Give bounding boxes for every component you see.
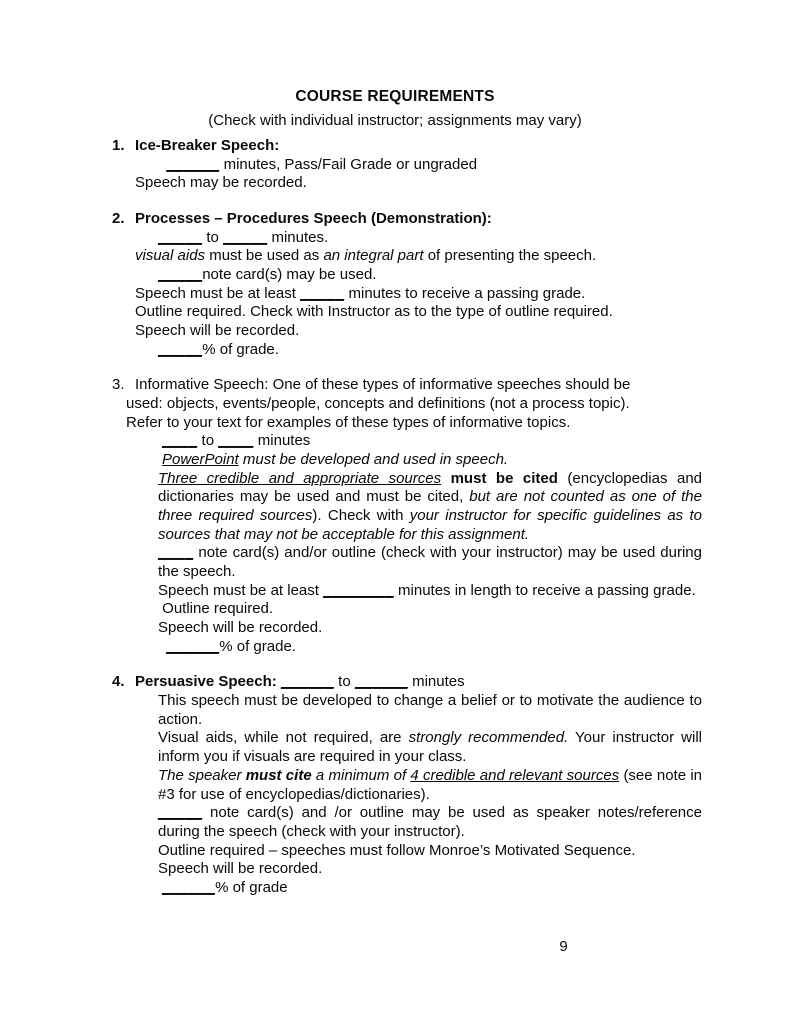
- item-4-must-cite: must cite: [245, 766, 312, 784]
- item-4-line-5: Outline required – speeches must follow Monroe’s Motivated Sequence.: [158, 841, 636, 859]
- blank-field[interactable]: ______: [280, 673, 334, 691]
- item-2-line-2: [135, 247, 702, 266]
- item-4-line-3-a: The speaker: [158, 766, 246, 784]
- item-3-line-3-a: (encyclopedias and dictionaries may be used and must be cited,: [158, 469, 702, 506]
- item-2-line-3-text: note card(s) may be used.: [202, 266, 377, 284]
- item-3-line-2-text: must be developed and used in speech.: [238, 451, 509, 469]
- item-3-line-2: [135, 451, 702, 470]
- item-2-line-4: [135, 285, 702, 304]
- item-3-line-1-to: to: [197, 432, 219, 450]
- item-3-heading-line2: used: objects, events/people, concepts and definitions (not a process topic).: [126, 395, 630, 413]
- requirement-item-4: [92, 673, 702, 897]
- item-2-line-7: [135, 341, 702, 360]
- blank-field[interactable]: ______: [354, 673, 408, 691]
- item-1-heading: [135, 137, 702, 156]
- page-number: 9: [559, 938, 568, 955]
- item-number-1: 1.: [112, 137, 125, 154]
- item-2-line-2-a: must be used as: [205, 247, 324, 265]
- item-2-line-3: [135, 266, 702, 285]
- item-4-strongly-recommended: strongly recommended.: [408, 729, 569, 747]
- item-2-line-5: Outline required. Check with Instructor as to the type of outline required.: [135, 303, 613, 321]
- item-2-line-4-a: Speech must be at least: [135, 284, 301, 302]
- item-4-heading-unit: minutes: [407, 673, 465, 691]
- item-4-line-3-b: a minimum of: [311, 766, 411, 784]
- item-3-heading-label: Informative Speech:: [135, 376, 269, 394]
- item-3-line-6-text: Outline required.: [162, 600, 274, 618]
- item-3-line-3-it2: your instructor for specific guidelines as to sources that may not be acceptable for this assignment.: [158, 507, 702, 543]
- item-3-line-1: [135, 432, 702, 451]
- blank-field[interactable]: ______: [162, 878, 216, 896]
- item-3-line-5-a: Speech must be at least: [158, 581, 324, 599]
- item-2-heading: [135, 210, 702, 229]
- requirement-item-2: [92, 210, 702, 359]
- blank-field[interactable]: _____: [158, 266, 203, 284]
- item-number-2: 2.: [112, 210, 125, 228]
- blank-field[interactable]: _____: [158, 228, 203, 246]
- page-footer: [0, 938, 790, 955]
- item-2-heading-label: Processes – Procedures Speech (Demonstration):: [135, 210, 492, 228]
- blank-field[interactable]: _____: [300, 284, 345, 302]
- item-4-line-4: [135, 804, 702, 841]
- blank-field[interactable]: _____: [158, 804, 203, 822]
- item-4-line-7-text: % of grade: [215, 878, 288, 896]
- item-2-visual-aids: visual aids: [135, 247, 206, 265]
- item-3-line-5-b: minutes in length to receive a passing grade.: [393, 581, 696, 599]
- item-1-line-1-text: minutes, Pass/Fail Grade or ungraded: [219, 155, 478, 173]
- item-1-heading-label: Ice-Breaker Speech:: [135, 137, 280, 154]
- page-title: COURSE REQUIREMENTS: [295, 88, 495, 105]
- item-2-line-1-to: to: [202, 228, 224, 246]
- requirement-item-1: [92, 137, 702, 193]
- item-3-line-3-b: ). Check with: [312, 507, 410, 525]
- item-4-line-7: [135, 879, 702, 898]
- blank-field[interactable]: ____: [158, 544, 194, 562]
- requirement-item-3: [92, 376, 702, 656]
- item-3-heading: [126, 376, 702, 432]
- page-subtitle: (Check with individual instructor; assignments may vary): [208, 111, 582, 129]
- item-3-three-sources: Three credible and appropriate sources: [158, 469, 442, 487]
- item-2-line-6: Speech will be recorded.: [135, 322, 300, 340]
- item-4-line-3: [135, 767, 702, 804]
- item-number-3: 3.: [112, 376, 125, 394]
- title-block: [0, 88, 790, 130]
- item-4-line-4-text: note card(s) and /or outline may be used as speaker notes/reference during the speech (check with your instructor).: [158, 804, 702, 840]
- blank-field[interactable]: ______: [166, 637, 220, 655]
- item-2-integral-part: an integral part: [323, 247, 424, 265]
- item-3-line-6: [135, 600, 702, 619]
- item-4-four-sources: 4 credible and relevant sources: [410, 766, 620, 784]
- item-2-line-1: [135, 229, 702, 248]
- item-number-4: 4.: [112, 673, 125, 691]
- item-3-line-4-text: note card(s) and/or outline (check with your instructor) may be used during the speech.: [158, 544, 702, 581]
- item-2-line-2-b: of presenting the speech.: [423, 247, 597, 265]
- blank-field[interactable]: _____: [158, 340, 203, 358]
- item-3-line-5: [135, 582, 702, 601]
- item-3-line-1-unit: minutes: [253, 432, 311, 450]
- requirements-list: [92, 137, 702, 898]
- item-3-line-3: [135, 470, 702, 545]
- item-3-heading-rest: One of these types of informative speeches should be: [268, 376, 631, 394]
- item-4-heading-to: to: [333, 673, 355, 691]
- item-1-line-1: [135, 156, 702, 175]
- item-3-must-be-cited: must be cited: [441, 469, 558, 487]
- item-3-line-4: [135, 544, 702, 581]
- item-2-line-7-text: % of grade.: [202, 340, 279, 358]
- blank-field[interactable]: ________: [323, 581, 394, 599]
- item-3-line-8: [135, 638, 702, 657]
- blank-field[interactable]: _____: [223, 228, 268, 246]
- item-2-line-4-b: minutes to receive a passing grade.: [344, 284, 586, 302]
- item-4-line-6: Speech will be recorded.: [158, 860, 323, 878]
- item-4-line-2: [135, 729, 702, 766]
- blank-field[interactable]: ____: [162, 432, 198, 450]
- item-4-line-2-b: Your instructor will inform you if visuals are required in your class.: [158, 729, 702, 766]
- blank-field[interactable]: ______: [166, 155, 220, 173]
- item-3-heading-line3: Refer to your text for examples of these types of informative topics.: [126, 413, 571, 431]
- item-4-heading: [135, 673, 702, 692]
- item-4-line-1: This speech must be developed to change a belief or to motivate the audience to action.: [158, 692, 702, 728]
- item-4-heading-label: Persuasive Speech:: [135, 673, 277, 691]
- item-4-line-3-c: (see note in #3 for use of encyclopedias/dictionaries).: [158, 766, 702, 803]
- item-4-line-2-a: Visual aids, while not required, are: [158, 729, 409, 747]
- item-3-line-7: Speech will be recorded.: [158, 619, 323, 637]
- item-3-line-3-it: but are not counted as one of the three required sources: [158, 488, 702, 525]
- item-1-line-2: Speech may be recorded.: [135, 174, 307, 192]
- item-2-line-1-unit: minutes.: [267, 228, 329, 246]
- blank-field[interactable]: ____: [218, 432, 254, 450]
- item-3-line-8-text: % of grade.: [219, 637, 296, 655]
- item-3-powerpoint: PowerPoint: [162, 451, 239, 469]
